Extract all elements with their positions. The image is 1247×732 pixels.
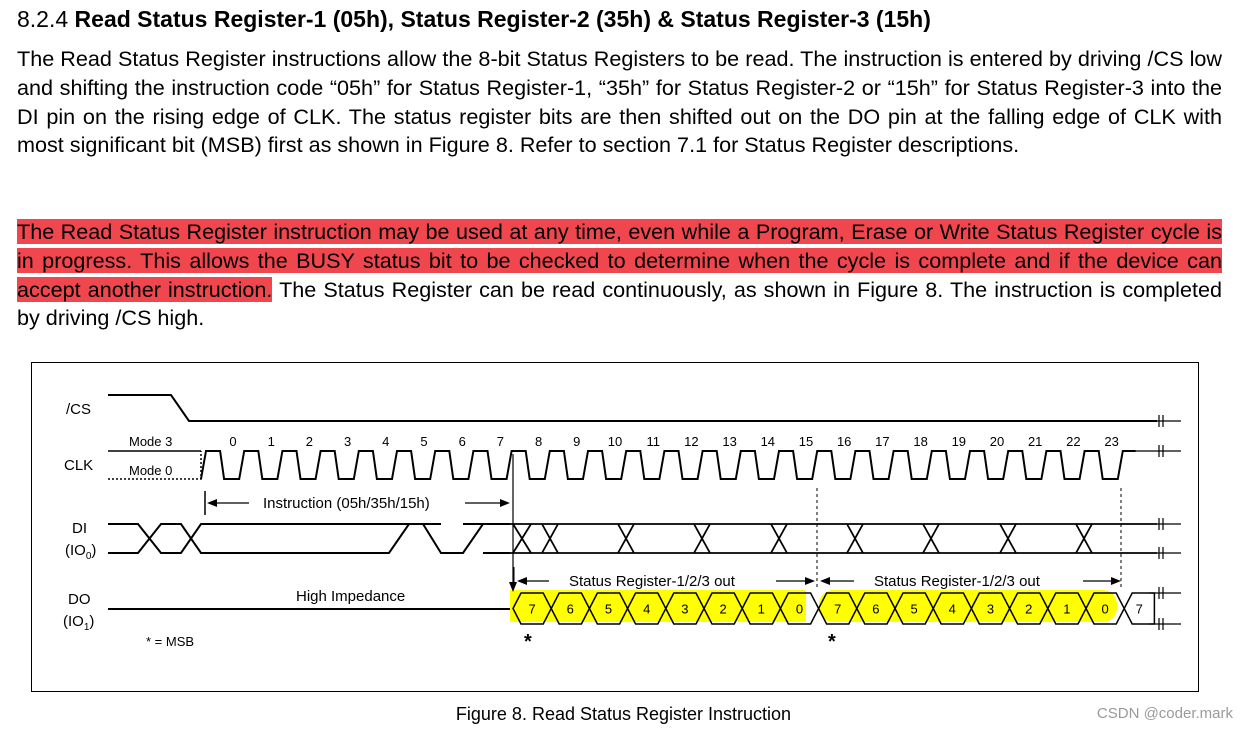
- status-out-1-arrowhead-right: [805, 577, 815, 585]
- do-bit-label: 3: [681, 601, 689, 617]
- clk-label: CLK: [64, 457, 94, 474]
- do-bit-label: 7: [834, 601, 842, 617]
- paragraph-2-rest: The Status Register can be read continuously, as shown in Figure 8. The instruction is completed by driving /CS high.: [17, 276, 1222, 331]
- cs-label: /CS: [66, 401, 92, 418]
- do-bit-label: 6: [872, 601, 880, 617]
- do-bit-label: 5: [910, 601, 918, 617]
- clock-number: 6: [458, 434, 466, 449]
- msb-marker-1: *: [524, 631, 532, 653]
- do-bit-label: 1: [757, 601, 765, 617]
- clock-number: 2: [305, 434, 314, 449]
- highlighted-text: The Read Status Register instruction may be used at any time, even while a Program, Erase or Write Status Register cycle is in progress. This allows the BUSY status bit to be checked to determine when the cycle is complete and if the device can accept another instruction.: [17, 219, 1222, 302]
- do-bit-label: 7: [1135, 601, 1143, 617]
- instruction-label: Instruction (05h/35h/15h): [263, 495, 430, 512]
- clock-number: 0: [229, 434, 237, 449]
- clock-number: 4: [382, 434, 390, 449]
- mode0-label: Mode 0: [129, 463, 173, 478]
- do-bit-label: 0: [1101, 601, 1109, 617]
- di-label: DI: [72, 520, 87, 537]
- cs-end-marker: [1157, 415, 1181, 427]
- di-waveform: [108, 524, 510, 553]
- clock-number: 17: [875, 434, 890, 449]
- status-out-1-arrowhead-left: [517, 577, 527, 585]
- clock-number: 10: [607, 434, 623, 449]
- clock-number: 18: [913, 434, 928, 449]
- clock-numbers: [229, 434, 1118, 449]
- msb-marker-2: *: [828, 631, 836, 653]
- clock-number: 11: [646, 434, 660, 449]
- do-bit-label: 7: [528, 601, 536, 617]
- high-impedance-label: High Impedance: [296, 588, 406, 605]
- do-bit-label: 1: [1063, 601, 1071, 617]
- do-bit-label: 4: [948, 601, 956, 617]
- timing-diagram: [31, 362, 1199, 692]
- clock-number: 22: [1066, 434, 1081, 449]
- clock-number: 12: [684, 434, 699, 449]
- di-end-marker: [1157, 518, 1181, 559]
- section-title: Read Status Register-1 (05h), Status Register-2 (35h) & Status Register-3 (15h): [74, 6, 931, 32]
- status-out-1-label: Status Register-1/2/3 out: [569, 573, 735, 590]
- msb-legend: * = MSB: [146, 634, 195, 649]
- do-bit-label: 6: [566, 601, 574, 617]
- do-bit-label: 0: [795, 601, 804, 617]
- clock-number: 7: [496, 434, 505, 449]
- clock-number: 19: [951, 434, 967, 449]
- clock-number: 3: [343, 434, 352, 449]
- clock-number: 20: [989, 434, 1005, 449]
- cs-waveform: [108, 395, 1157, 421]
- clock-number: 5: [420, 434, 428, 449]
- clock-number: 21: [1027, 434, 1043, 449]
- clock-number: 13: [722, 434, 737, 449]
- paragraph-1: The Read Status Register instructions allow the 8-bit Status Registers to be read. The instruction is entered by driving /CS low and shifting the instruction code “05h” for Status Register-1, “35h” for Status Register-2 or “15h” for Status Register-3 into the DI pin on the rising edge of CLK. The status register bits are then shifted out on the DO pin at the falling edge of CLK with most significant bit (MSB) first as shown in Figure 8. Refer to section 7.1 for Status Register descriptions.: [17, 46, 1222, 158]
- clock-number: 23: [1104, 434, 1119, 449]
- do-bit-label: 4: [643, 601, 651, 617]
- do-bit-label: 3: [986, 601, 995, 617]
- do-bit-label: 2: [1025, 601, 1033, 617]
- paragraph-2: [17, 218, 1222, 333]
- figure-caption: Figure 8. Read Status Register Instruction: [455, 704, 792, 724]
- clk-line: [201, 451, 1136, 479]
- do-label: DO: [68, 591, 91, 608]
- instruction-arrowhead-right: [500, 499, 510, 507]
- clk-waveform: [201, 445, 1181, 479]
- instruction-arrowhead-left: [207, 499, 217, 507]
- clock-number: 9: [573, 434, 581, 449]
- status-out-2-arrowhead-right: [1111, 577, 1121, 585]
- di-sub-label: $(IO_0)$: [65, 542, 97, 562]
- clock-number: 1: [267, 434, 275, 449]
- section-number: 8.2.4: [17, 6, 69, 32]
- clock-number: 8: [534, 434, 543, 449]
- section-heading: [17, 6, 931, 33]
- do-sub-label: $(IO_1)$: [63, 613, 95, 633]
- watermark: CSDN @coder.mark: [1096, 705, 1233, 722]
- clock-number: 15: [798, 434, 814, 449]
- di-dont-care: [510, 524, 1157, 553]
- clock-number: 14: [760, 434, 776, 449]
- mode3-label: Mode 3: [129, 434, 173, 449]
- status-out-2-label: Status Register-1/2/3 out: [874, 573, 1040, 590]
- status-out-2-arrowhead-left: [820, 577, 830, 585]
- do-bit-label: 5: [604, 601, 613, 617]
- do-bit-label: 2: [719, 601, 727, 617]
- clock-number: 16: [836, 434, 852, 449]
